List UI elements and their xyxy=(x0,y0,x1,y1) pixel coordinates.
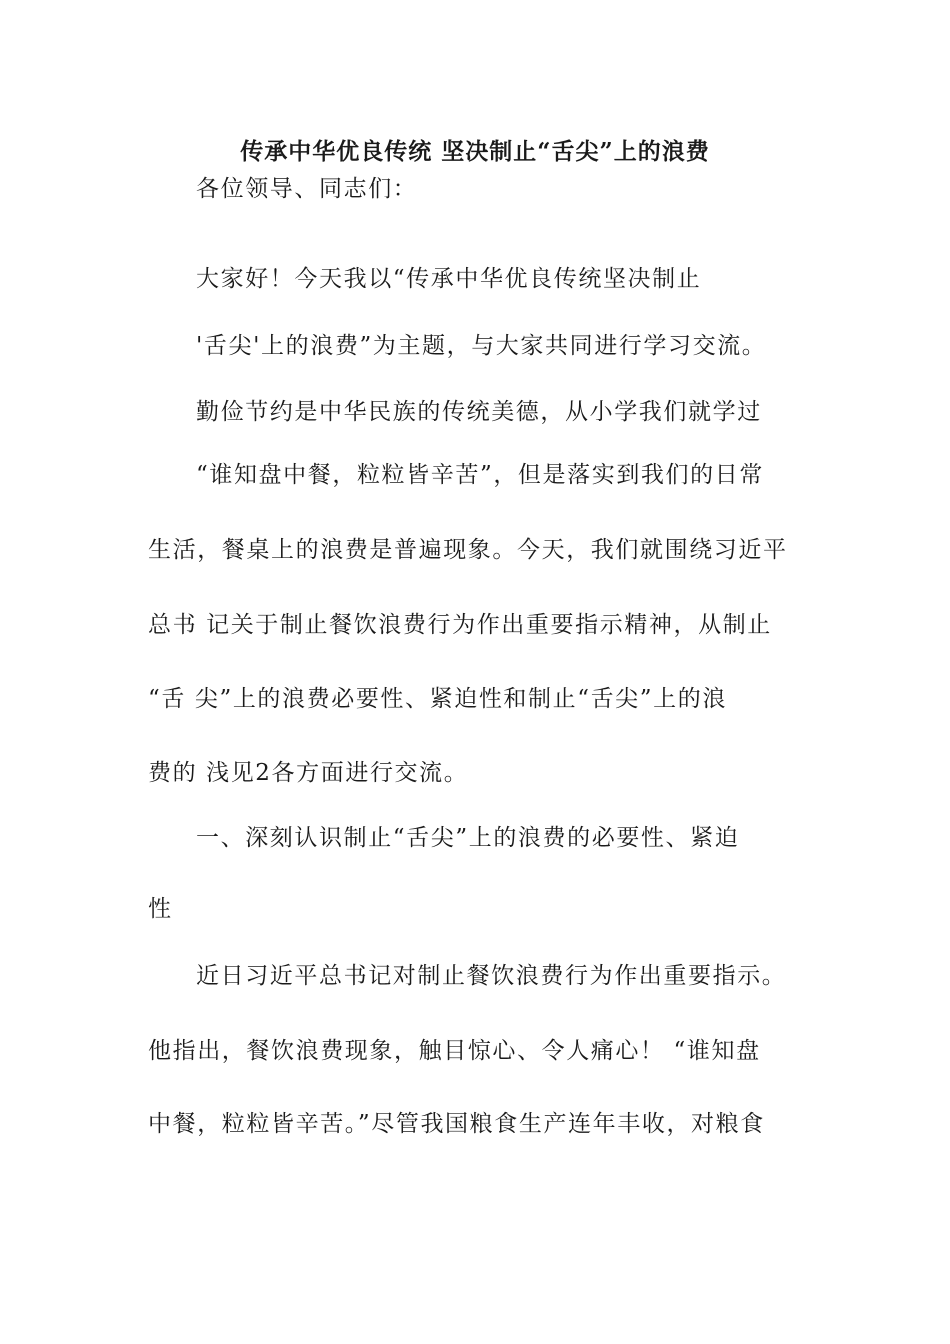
paragraph-line: 勤俭节约是中华民族的传统美德，从小学我们就学过 xyxy=(196,399,762,425)
paragraph-line: 费的 浅见2各方面进行交流。 xyxy=(148,760,469,786)
paragraph-line: 近日习近平总书记对制止餐饮浪费行为作出重要指示。 xyxy=(196,963,787,989)
paragraph-line: 总书 记关于制止餐饮浪费行为作出重要指示精神，从制止 xyxy=(148,612,772,638)
salutation: 各位领导、同志们： xyxy=(196,176,418,202)
paragraph-line: 生活，餐桌上的浪费是普遍现象。今天，我们就围绕习近平 xyxy=(148,537,788,563)
paragraph-line: 中餐，粒粒皆辛苦。”尽管我国粮食生产连年丰收，对粮食 xyxy=(148,1111,765,1137)
paragraph-line: 他指出，餐饮浪费现象，触目惊心、令人痛心！ “谁知盘 xyxy=(148,1038,761,1064)
document-title: 传承中华优良传统 坚决制止“舌尖”上的浪费 xyxy=(240,138,710,165)
paragraph-line: “舌 尖”上的浪费必要性、紧迫性和制止“舌尖”上的浪 xyxy=(148,686,727,712)
paragraph-line: “谁知盘中餐，粒粒皆辛苦”，但是落实到我们的日常 xyxy=(196,462,764,488)
paragraph-line: '舌尖'上的浪费”为主题，与大家共同进行学习交流。 xyxy=(196,333,767,359)
paragraph-line: 大家好！今天我以“传承中华优良传统坚决制止 xyxy=(196,266,702,292)
section-heading: 一、深刻认识制止“舌尖”上的浪费的必要性、紧迫 xyxy=(196,825,740,851)
section-heading-continuation: 性 xyxy=(148,896,173,922)
